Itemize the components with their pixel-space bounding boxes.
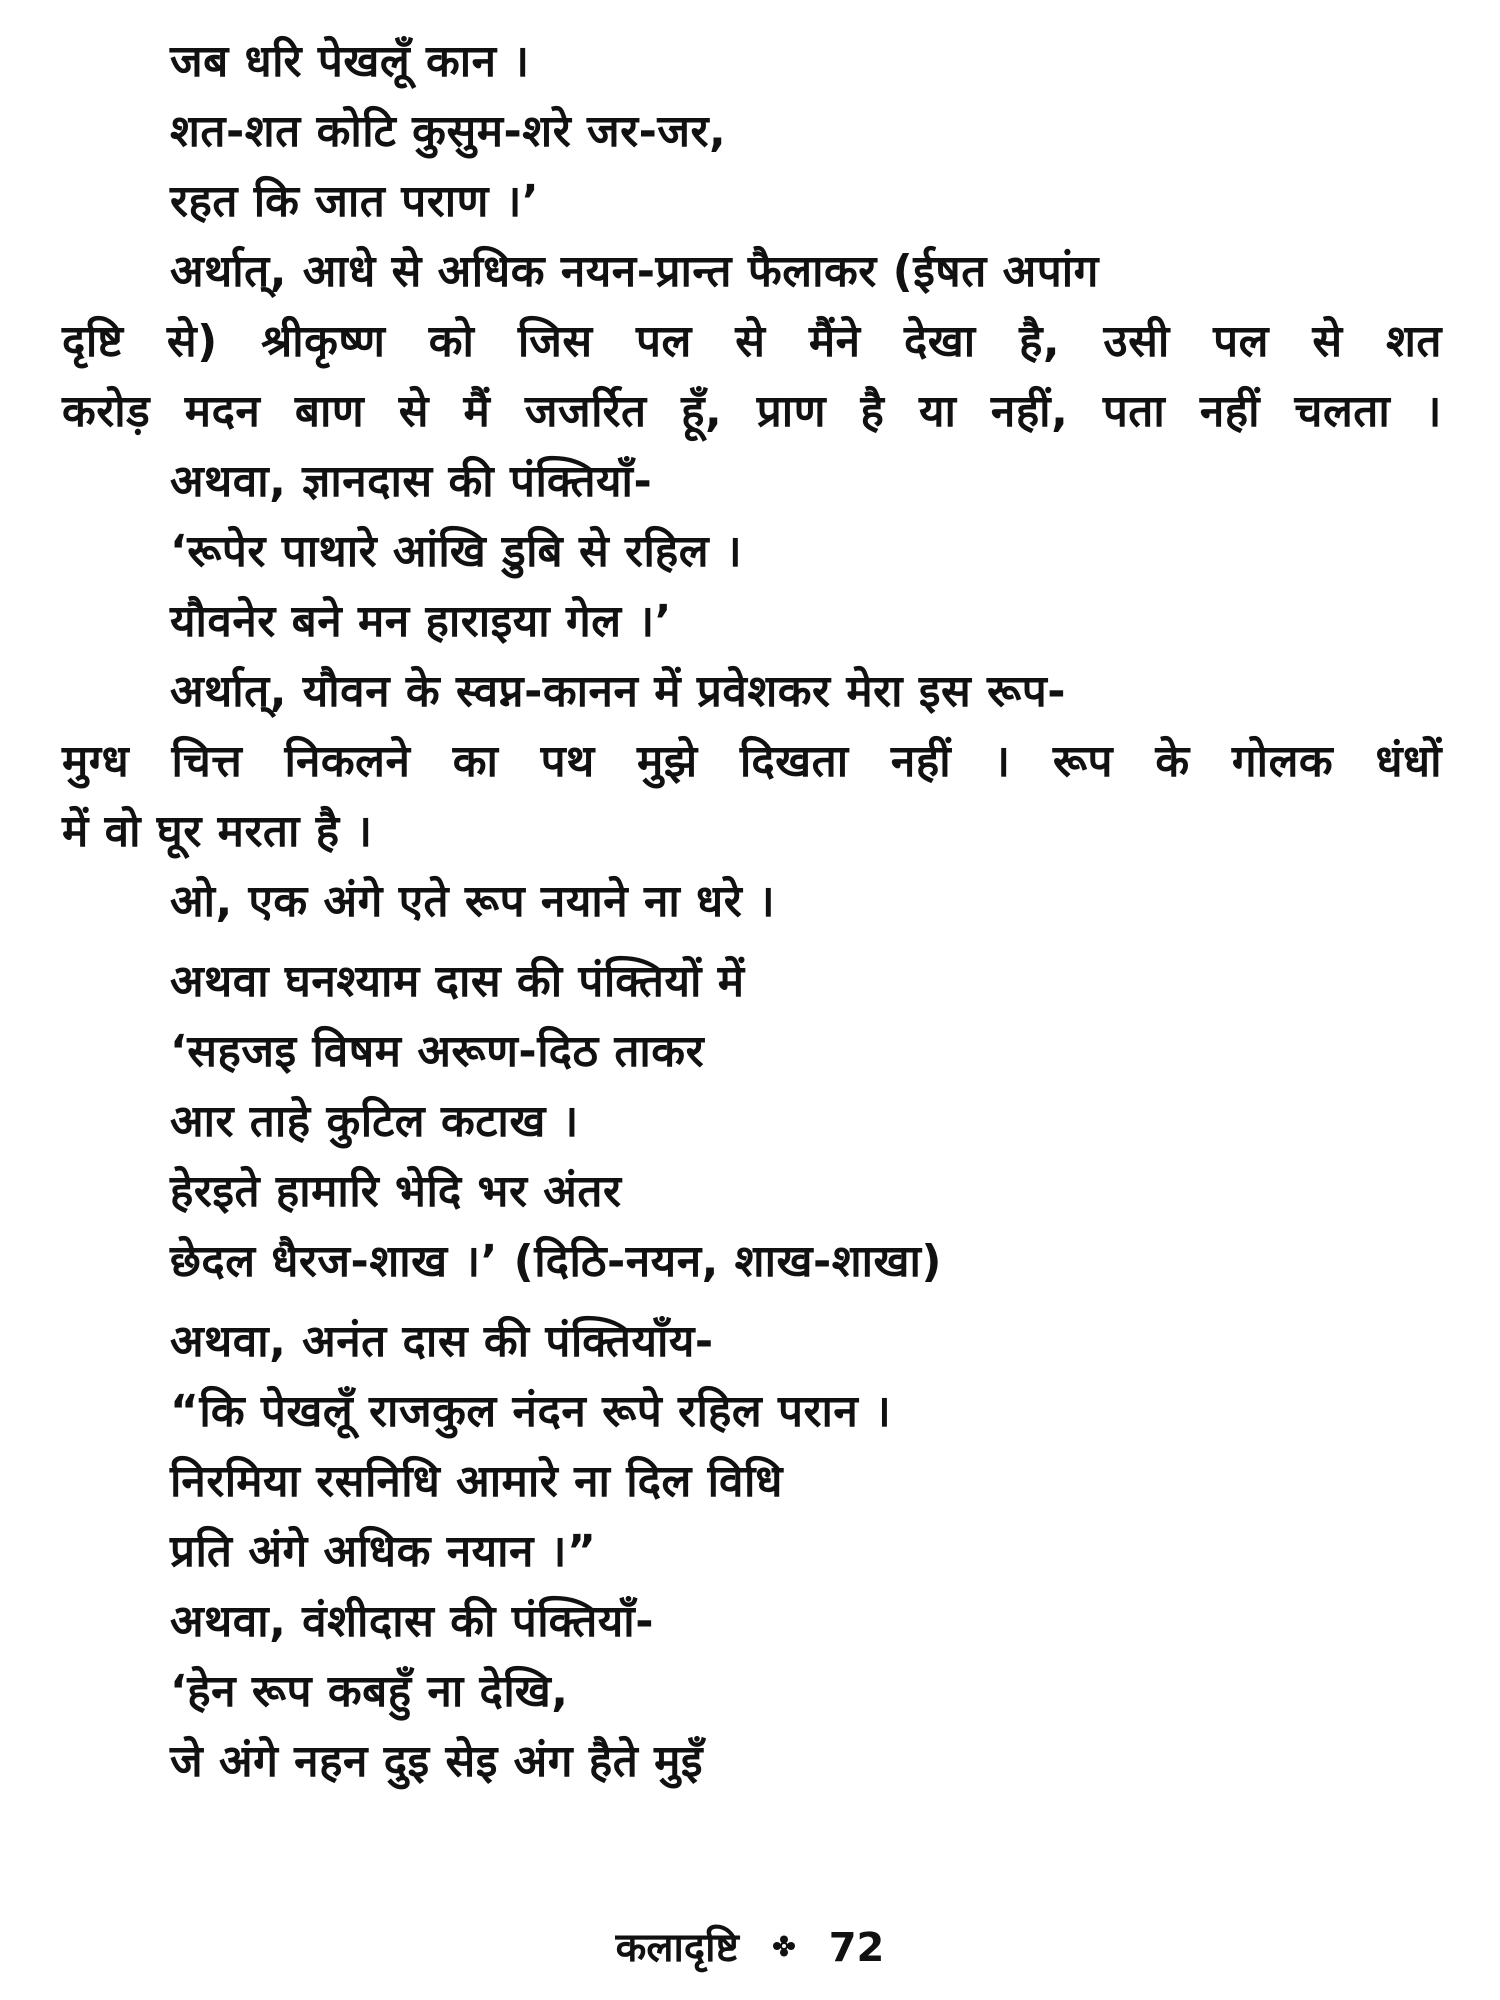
text-line-12: में वो घूर मरता है ।: [62, 806, 373, 857]
text-line-11: मुग्ध चित्त निकलने का पथ मुझे दिखता नहीं । रूप के गोलक धंधों: [62, 736, 1442, 787]
page-number: 72: [828, 1925, 885, 1971]
text-line-2: शत-शत कोटि कुसुम-शरे जर-जर,: [170, 106, 727, 157]
footer-title: कलादृष्टि: [615, 1925, 739, 1971]
text-line-8: ‘रूपेर पाथारे आंखि डुबि से रहिल ।: [170, 526, 743, 577]
text-line-24: ‘हेन रूप कबहुँ ना देखि,: [170, 1666, 569, 1717]
text-line-5: दृष्टि से) श्रीकृष्ण को जिस पल से मैंने देखा है, उसी पल से शत: [62, 316, 1442, 367]
text-line-16: आर ताहे कुटिल कटाख ।: [170, 1096, 579, 1147]
text-line-22: प्रति अंगे अधिक नयान ।”: [170, 1526, 597, 1577]
text-line-4: अर्थात्, आधे से अधिक नयन-प्रान्त फैलाकर (ईषत अपांग: [170, 246, 1099, 297]
text-line-23: अथवा, वंशीदास की पंक्तियाँ-: [170, 1596, 654, 1647]
text-line-7: अथवा, ज्ञानदास की पंक्तियाँ-: [170, 456, 653, 507]
text-line-15: ‘सहजइ विषम अरूण-दिठ ताकर: [170, 1026, 705, 1077]
text-line-25: जे अंगे नहन दुइ सेइ अंग हैते मुइँ: [170, 1736, 704, 1787]
text-line-18: छेदल धैरज-शाख ।’ (दिठि-नयन, शाख-शाखा): [170, 1236, 943, 1287]
text-line-20: “कि पेखलूँ राजकुल नंदन रूपे रहिल परान ।: [170, 1386, 892, 1437]
text-line-17: हेरइते हामारि भेदि भर अंतर: [170, 1166, 622, 1217]
text-line-9: यौवनेर बने मन हाराइया गेल ।’: [170, 596, 672, 647]
text-line-21: निरमिया रसनिधि आमारे ना दिल विधि: [170, 1456, 783, 1507]
text-line-13: ओ, एक अंगे एते रूप नयाने ना धरे ।: [170, 876, 776, 927]
text-line-19: अथवा, अनंत दास की पंक्तियाँय-: [170, 1316, 714, 1367]
text-line-3: रहत कि जात पराण ।’: [170, 176, 540, 227]
page-footer: [0, 1925, 1500, 1971]
text-line-6: करोड़ मदन बाण से मैं जजर्रित हूँ, प्राण है या नहीं, पता नहीं चलता ।: [62, 386, 1442, 437]
text-line-1: जब धरि पेखलूँ कान ।: [170, 36, 530, 87]
text-line-10: अर्थात्, यौवन के स्वप्न-कानन में प्रवेशकर मेरा इस रूप-: [170, 666, 1066, 717]
text-line-14: अथवा घनश्याम दास की पंक्तियों में: [170, 956, 745, 1007]
flower-ornament-icon: [771, 1935, 797, 1957]
